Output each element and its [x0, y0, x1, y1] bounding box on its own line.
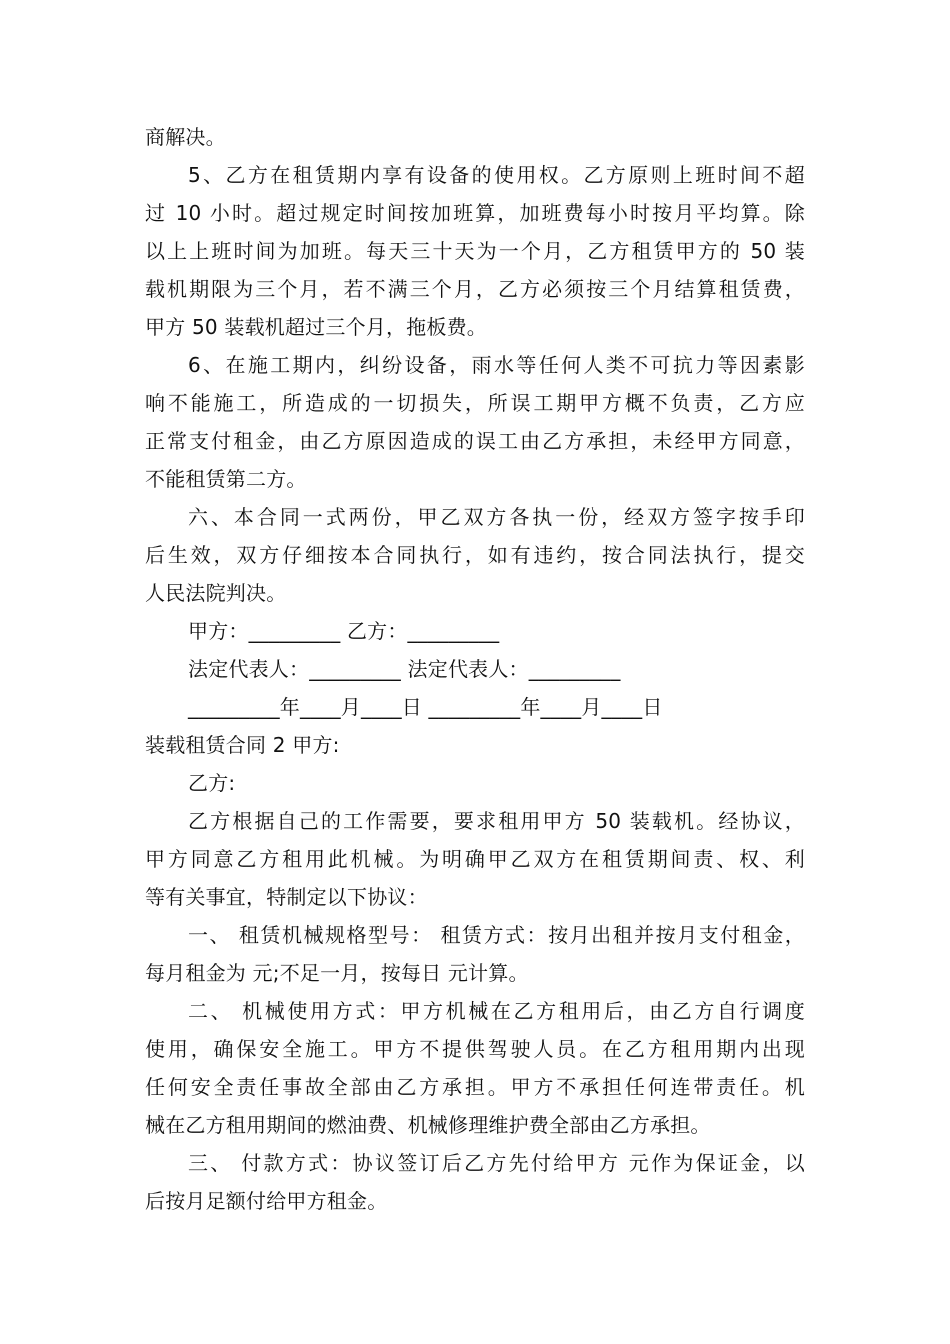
text-line: 5、乙方在租赁期内享有设备的使用权。乙方原则上班时间不超: [188, 163, 805, 187]
text-line: 商解决。: [145, 125, 226, 149]
text-line: 甲方 50 装载机超过三个月，拖板费。: [145, 315, 487, 339]
signature-line-representative: 法定代表人：_________ 法定代表人：_________: [188, 657, 621, 681]
text-line: 等有关事宜，特制定以下协议：: [145, 885, 428, 909]
text-line: 后生效，双方仔细按本合同执行，如有违约，按合同法执行，提交: [145, 543, 805, 567]
text-line: 一、 租赁机械规格型号： 租赁方式：按月出租并按月支付租金，: [188, 923, 805, 947]
text-line: 响不能施工，所造成的一切损失，所误工期甲方概不负责，乙方应: [145, 391, 805, 415]
text-line: 载机期限为三个月，若不满三个月，乙方必须按三个月结算租赁费，: [145, 277, 805, 301]
text-line: 不能租赁第二方。: [145, 467, 307, 491]
text-line: 任何安全责任事故全部由乙方承担。甲方不承担任何连带责任。机: [145, 1075, 805, 1099]
text-line: 每月租金为 元;不足一月，按每日 元计算。: [145, 961, 529, 985]
text-line: 乙方根据自己的工作需要，要求租用甲方 50 装载机。经协议，: [188, 809, 805, 833]
section-heading: 装载租赁合同 2 甲方:: [145, 733, 340, 757]
text-line: 械在乙方租用期间的燃油费、机械修理维护费全部由乙方承担。: [145, 1113, 711, 1137]
text-line: 6、在施工期内，纠纷设备，雨水等任何人类不可抗力等因素影: [188, 353, 805, 377]
signature-line-party: 甲方：_________ 乙方：_________: [188, 619, 500, 643]
text-line: 甲方同意乙方租用此机械。为明确甲乙双方在租赁期间责、权、利: [145, 847, 805, 871]
text-line: 六、本合同一式两份，甲乙双方各执一份，经双方签字按手印: [188, 505, 805, 529]
text-line: 三、 付款方式：协议签订后乙方先付给甲方 元作为保证金，以: [188, 1151, 805, 1175]
text-line: 后按月足额付给甲方租金。: [145, 1189, 388, 1213]
text-line: 乙方:: [188, 771, 236, 795]
text-line: 人民法院判决。: [145, 581, 287, 605]
text-line: 使用，确保安全施工。甲方不提供驾驶人员。在乙方租用期内出现: [145, 1037, 805, 1061]
signature-line-date: _________年____月____日 _________年____月____日: [188, 695, 663, 719]
text-line: 二、 机械使用方式：甲方机械在乙方租用后，由乙方自行调度: [188, 999, 805, 1023]
text-line: 过 10 小时。超过规定时间按加班算，加班费每小时按月平均算。除: [145, 201, 805, 225]
text-line: 正常支付租金，由乙方原因造成的误工由乙方承担，未经甲方同意，: [145, 429, 805, 453]
text-line: 以上上班时间为加班。每天三十天为一个月，乙方租赁甲方的 50 装: [145, 239, 805, 263]
